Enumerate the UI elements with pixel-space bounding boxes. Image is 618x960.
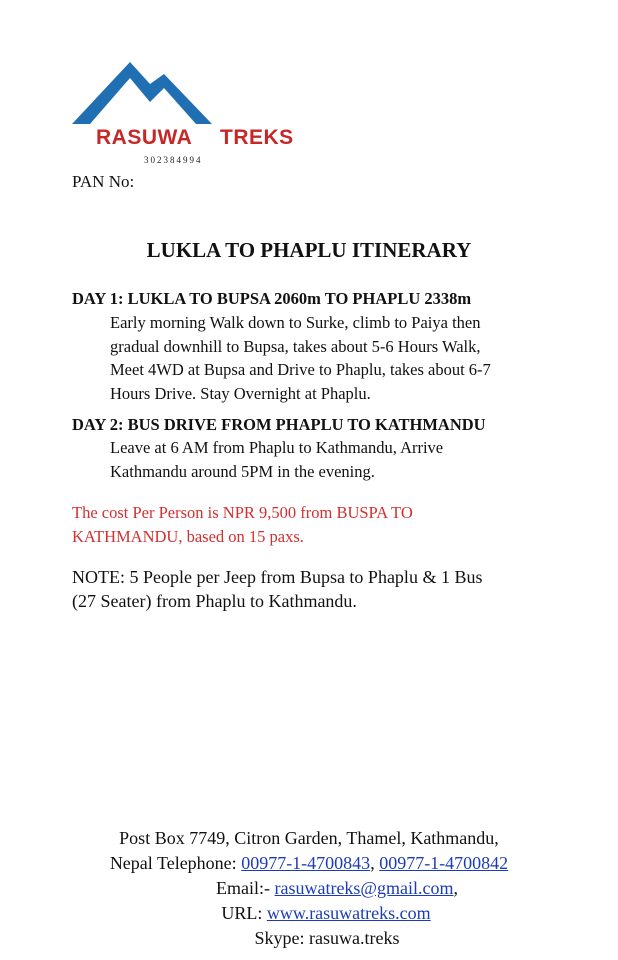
day-1-line: Early morning Walk down to Surke, climb to Paiya then [110, 313, 481, 332]
day-1-heading: DAY 1: LUKLA TO BUPSA 2060m TO PHAPLU 2338m [72, 289, 472, 308]
phone-separator: , [370, 853, 380, 873]
pan-number: 302384994 [144, 155, 203, 165]
website-link[interactable]: www.rasuwatreks.com [266, 903, 431, 923]
logo-word-rasuwa: RASUWA [96, 126, 193, 149]
email-label: Email:- [215, 878, 275, 898]
page-title: LUKLA TO PHAPLU ITINERARY [146, 238, 472, 262]
day-2-heading: DAY 2: BUS DRIVE FROM PHAPLU TO KATHMANDU [72, 415, 486, 434]
company-logo [70, 60, 294, 150]
day-2-line: Kathmandu around 5PM in the evening. [110, 461, 375, 481]
mountain-icon [70, 60, 290, 130]
url-line [0, 901, 618, 926]
day-2-line: Leave at 6 AM from Phaplu to Kathmandu, Arrive [110, 438, 444, 457]
day-1-description [110, 311, 491, 405]
note-line: NOTE: 5 People per Jeep from Bupsa to Phaplu & 1 Bus [72, 567, 483, 587]
contact-footer [0, 826, 618, 951]
note-line: (27 Seater) from Phaplu to Kathmandu. [72, 591, 357, 611]
logo-word-treks: TREKS [220, 126, 294, 149]
telephone-label: Nepal Telephone: [109, 853, 242, 873]
email-suffix: , [453, 878, 458, 898]
day-1-line: gradual downhill to Bupsa, takes about 5-6 Hours Walk, [110, 336, 481, 356]
address-line: Post Box 7749, Citron Garden, Thamel, Kathmandu, [119, 828, 499, 848]
cost-notice [72, 501, 492, 548]
cost-line: KATHMANDU, based on 15 paxs. [72, 526, 304, 546]
phone-link-1[interactable]: 00977-1-4700843 [241, 853, 371, 873]
email-line [0, 876, 618, 901]
url-label: URL: [221, 903, 267, 923]
transport-note [72, 565, 572, 613]
phone-link-2[interactable]: 00977-1-4700842 [379, 853, 509, 873]
day-1-line: Meet 4WD at Bupsa and Drive to Phaplu, takes about 6-7 [110, 360, 491, 379]
email-link[interactable]: rasuwatreks@gmail.com [274, 878, 454, 898]
day-1-line: Hours Drive. Stay Overnight at Phaplu. [110, 383, 371, 403]
telephone-line [0, 851, 618, 876]
skype-line: Skype: rasuwa.treks [254, 928, 400, 948]
day-2-description [110, 436, 443, 483]
pan-label: PAN No: [72, 172, 135, 191]
cost-line: The cost Per Person is NPR 9,500 from BUSPA TO [72, 503, 413, 522]
